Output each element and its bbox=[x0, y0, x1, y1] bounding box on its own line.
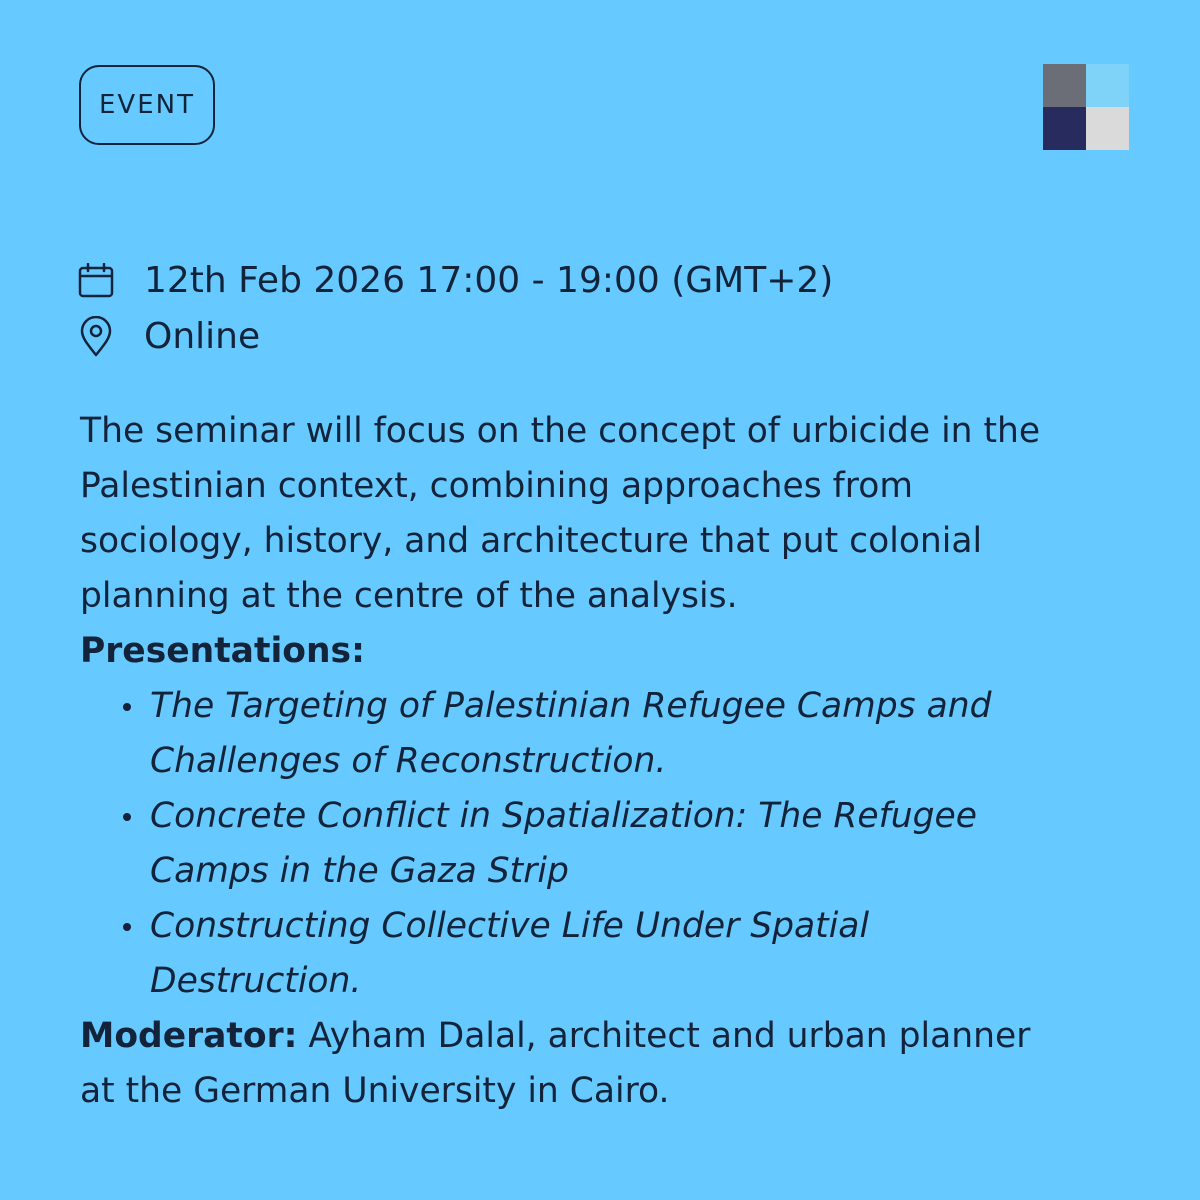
moderator-label: Moderator: bbox=[80, 1016, 298, 1056]
logo-square-bottom-left bbox=[1043, 107, 1086, 150]
presentations-heading: Presentations: bbox=[80, 631, 365, 671]
location-pin-icon bbox=[78, 317, 114, 357]
presentation-item: Concrete Conflict in Spatialization: The Refugee Camps in the Gaza Strip bbox=[150, 789, 1070, 899]
event-content bbox=[80, 404, 1070, 1119]
moderator-text: Ayham Dalal, architect and urban planner at the German University in Cairo. bbox=[80, 1016, 1031, 1111]
event-badge-label: EVENT bbox=[99, 90, 195, 120]
event-date-row bbox=[78, 260, 833, 301]
logo-square-top-left bbox=[1043, 64, 1086, 107]
calendar-icon bbox=[78, 261, 114, 301]
event-location-row bbox=[78, 316, 260, 357]
event-location-text: Online bbox=[144, 316, 261, 357]
presentations-list bbox=[80, 679, 1070, 1009]
logo bbox=[1043, 64, 1129, 150]
event-badge bbox=[79, 65, 215, 145]
logo-square-top-right bbox=[1086, 64, 1129, 107]
presentation-item: Constructing Collective Life Under Spatial Destruction. bbox=[150, 899, 1070, 1009]
presentation-item: The Targeting of Palestinian Refugee Camps and Challenges of Reconstruction. bbox=[150, 679, 1070, 789]
logo-square-bottom-right bbox=[1086, 107, 1129, 150]
moderator-line bbox=[80, 1009, 1070, 1119]
event-date-text: 12th Feb 2026 17:00 - 19:00 (GMT+2) bbox=[144, 260, 834, 301]
event-description: The seminar will focus on the concept of urbicide in the Palestinian context, combining approaches from sociology, history, and architecture that put colonial planning at the centre of the analysis. bbox=[80, 411, 1041, 616]
